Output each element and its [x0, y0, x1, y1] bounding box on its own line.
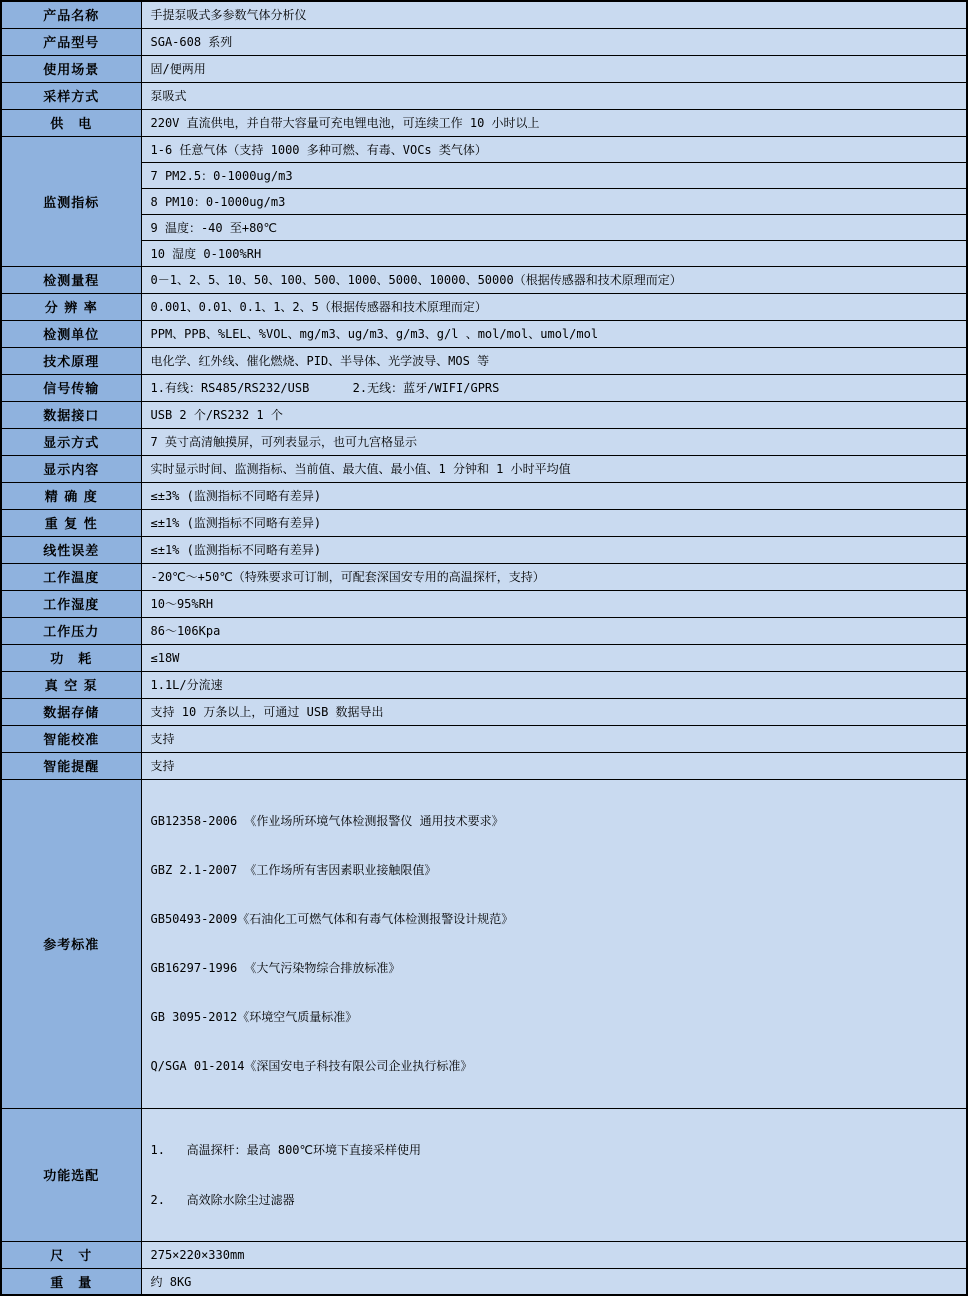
spec-label-dimensions: 尺 寸: [1, 1241, 141, 1268]
spec-label-smart-reminder: 智能提醒: [1, 752, 141, 779]
spec-value-dimensions: 275×220×330mm: [141, 1241, 967, 1268]
spec-label-optional-functions: 功能选配: [1, 1108, 141, 1241]
spec-row-display-content: [1, 455, 967, 482]
spec-row-data-interface: [1, 401, 967, 428]
spec-value-working-humidity: 10～95%RH: [141, 590, 967, 617]
spec-value-resolution: 0.001、0.01、0.1、1、2、5（根据传感器和技术原理而定）: [141, 293, 967, 320]
spec-label-working-pressure: 工作压力: [1, 617, 141, 644]
spec-row-product-name: [1, 1, 967, 28]
spec-row-sampling-method: [1, 82, 967, 109]
spec-value-monitoring-indicator-5: 10 湿度 0-100%RH: [141, 240, 967, 266]
spec-label-usage-scenario: 使用场景: [1, 55, 141, 82]
spec-row-smart-calibration: [1, 725, 967, 752]
spec-label-monitoring-indicators: 监测指标: [1, 136, 141, 266]
spec-label-linearity-error: 线性误差: [1, 536, 141, 563]
spec-value-product-name: 手提泵吸式多参数气体分析仪: [141, 1, 967, 28]
spec-label-power-supply: 供 电: [1, 109, 141, 136]
spec-value-technical-principle: 电化学、红外线、催化燃烧、PID、半导体、光学波导、MOS 等: [141, 347, 967, 374]
spec-row-resolution: [1, 293, 967, 320]
spec-row-data-storage: [1, 698, 967, 725]
spec-row-smart-reminder: [1, 752, 967, 779]
spec-row-monitoring-indicator-3: [1, 188, 967, 214]
spec-row-technical-principle: [1, 347, 967, 374]
spec-row-monitoring-indicator-4: [1, 214, 967, 240]
spec-row-repeatability: [1, 509, 967, 536]
spec-value-smart-calibration: 支持: [141, 725, 967, 752]
reference-standard-line: GB12358-2006 《作业场所环境气体检测报警仪 通用技术要求》: [150, 813, 504, 828]
spec-label-vacuum-pump: 真 空 泵: [1, 671, 141, 698]
spec-row-product-model: [1, 28, 967, 55]
spec-label-product-model: 产品型号: [1, 28, 141, 55]
spec-value-working-temperature: -20℃～+50℃（特殊要求可订制，可配套深国安专用的高温探杆，支持）: [141, 563, 967, 590]
spec-label-signal-transmission: 信号传输: [1, 374, 141, 401]
spec-value-detection-unit: PPM、PPB、%LEL、%VOL、mg/m3、ug/m3、g/m3、g/l 、mol/mol、umol/mol: [141, 320, 967, 347]
spec-row-power-supply: [1, 109, 967, 136]
spec-row-monitoring-indicators: [1, 136, 967, 162]
spec-value-smart-reminder: 支持: [141, 752, 967, 779]
spec-row-dimensions: [1, 1241, 967, 1268]
spec-row-working-humidity: [1, 590, 967, 617]
spec-value-monitoring-indicator-4: 9 温度：-40 至+80℃: [141, 214, 967, 240]
spec-label-display-content: 显示内容: [1, 455, 141, 482]
spec-label-sampling-method: 采样方式: [1, 82, 141, 109]
spec-value-product-model: SGA-608 系列: [141, 28, 967, 55]
spec-label-working-temperature: 工作温度: [1, 563, 141, 590]
reference-standard-line: GB50493-2009《石油化工可燃气体和有毒气体检测报警设计规范》: [150, 911, 514, 926]
spec-row-vacuum-pump: [1, 671, 967, 698]
spec-label-reference-standards: 参考标准: [1, 779, 141, 1108]
spec-value-usage-scenario: 固/便两用: [141, 55, 967, 82]
spec-value-display-mode: 7 英寸高清触摸屏，可列表显示，也可九宫格显示: [141, 428, 967, 455]
optional-function-line: 2. 高效除水除尘过滤器: [150, 1192, 295, 1207]
optional-function-line: 1. 高温探杆：最高 800℃环境下直接采样使用: [150, 1142, 421, 1157]
spec-row-detection-unit: [1, 320, 967, 347]
reference-standard-line: GBZ 2.1-2007 《工作场所有害因素职业接触限值》: [150, 862, 437, 877]
spec-row-signal-transmission: [1, 374, 967, 401]
spec-value-working-pressure: 86～106Kpa: [141, 617, 967, 644]
spec-label-data-storage: 数据存储: [1, 698, 141, 725]
spec-value-vacuum-pump: 1.1L/分流速: [141, 671, 967, 698]
spec-label-data-interface: 数据接口: [1, 401, 141, 428]
spec-value-monitoring-indicator-1: 1-6 任意气体（支持 1000 多种可燃、有毒、VOCs 类气体）: [141, 136, 967, 162]
spec-row-display-mode: [1, 428, 967, 455]
spec-label-detection-range: 检测量程: [1, 266, 141, 293]
spec-row-monitoring-indicator-2: [1, 162, 967, 188]
spec-value-sampling-method: 泵吸式: [141, 82, 967, 109]
spec-value-linearity-error: ≤±1% (监测指标不同略有差异): [141, 536, 967, 563]
spec-value-power-consumption: ≤18W: [141, 644, 967, 671]
spec-row-weight: [1, 1268, 967, 1295]
reference-standard-line: GB16297-1996 《大气污染物综合排放标准》: [150, 960, 401, 975]
spec-value-monitoring-indicator-3: 8 PM10：0-1000ug/m3: [141, 188, 967, 214]
spec-label-weight: 重 量: [1, 1268, 141, 1295]
spec-value-signal-transmission: 1.有线：RS485/RS232/USB 2.无线：蓝牙/WIFI/GPRS: [141, 374, 967, 401]
reference-standard-line: Q/SGA 01-2014《深国安电子科技有限公司企业执行标准》: [150, 1058, 473, 1073]
spec-value-display-content: 实时显示时间、监测指标、当前值、最大值、最小值、1 分钟和 1 小时平均值: [141, 455, 967, 482]
spec-label-product-name: 产品名称: [1, 1, 141, 28]
spec-value-power-supply: 220V 直流供电，并自带大容量可充电锂电池，可连续工作 10 小时以上: [141, 109, 967, 136]
spec-value-monitoring-indicator-2: 7 PM2.5：0-1000ug/m3: [141, 162, 967, 188]
spec-value-data-storage: 支持 10 万条以上，可通过 USB 数据导出: [141, 698, 967, 725]
spec-row-power-consumption: [1, 644, 967, 671]
spec-label-resolution: 分 辨 率: [1, 293, 141, 320]
spec-label-display-mode: 显示方式: [1, 428, 141, 455]
spec-row-monitoring-indicator-5: [1, 240, 967, 266]
spec-value-weight: 约 8KG: [141, 1268, 967, 1295]
spec-row-accuracy: [1, 482, 967, 509]
spec-value-accuracy: ≤±3% (监测指标不同略有差异): [141, 482, 967, 509]
spec-row-working-pressure: [1, 617, 967, 644]
spec-label-power-consumption: 功 耗: [1, 644, 141, 671]
spec-value-reference-standards: [141, 779, 967, 1108]
spec-label-accuracy: 精 确 度: [1, 482, 141, 509]
spec-value-repeatability: ≤±1% (监测指标不同略有差异): [141, 509, 967, 536]
spec-label-working-humidity: 工作湿度: [1, 590, 141, 617]
spec-value-optional-functions: [141, 1108, 967, 1241]
spec-row-reference-standards: [1, 779, 967, 1108]
spec-label-repeatability: 重 复 性: [1, 509, 141, 536]
spec-label-technical-principle: 技术原理: [1, 347, 141, 374]
spec-value-detection-range: 0－1、2、5、10、50、100、500、1000、5000、10000、50000（根据传感器和技术原理而定）: [141, 266, 967, 293]
spec-value-data-interface: USB 2 个/RS232 1 个: [141, 401, 967, 428]
spec-label-detection-unit: 检测单位: [1, 320, 141, 347]
reference-standard-line: GB 3095-2012《环境空气质量标准》: [150, 1009, 358, 1024]
spec-row-optional-functions: [1, 1108, 967, 1241]
spec-label-smart-calibration: 智能校准: [1, 725, 141, 752]
spec-row-detection-range: [1, 266, 967, 293]
spec-row-working-temperature: [1, 563, 967, 590]
spec-row-usage-scenario: [1, 55, 967, 82]
spec-row-linearity-error: [1, 536, 967, 563]
